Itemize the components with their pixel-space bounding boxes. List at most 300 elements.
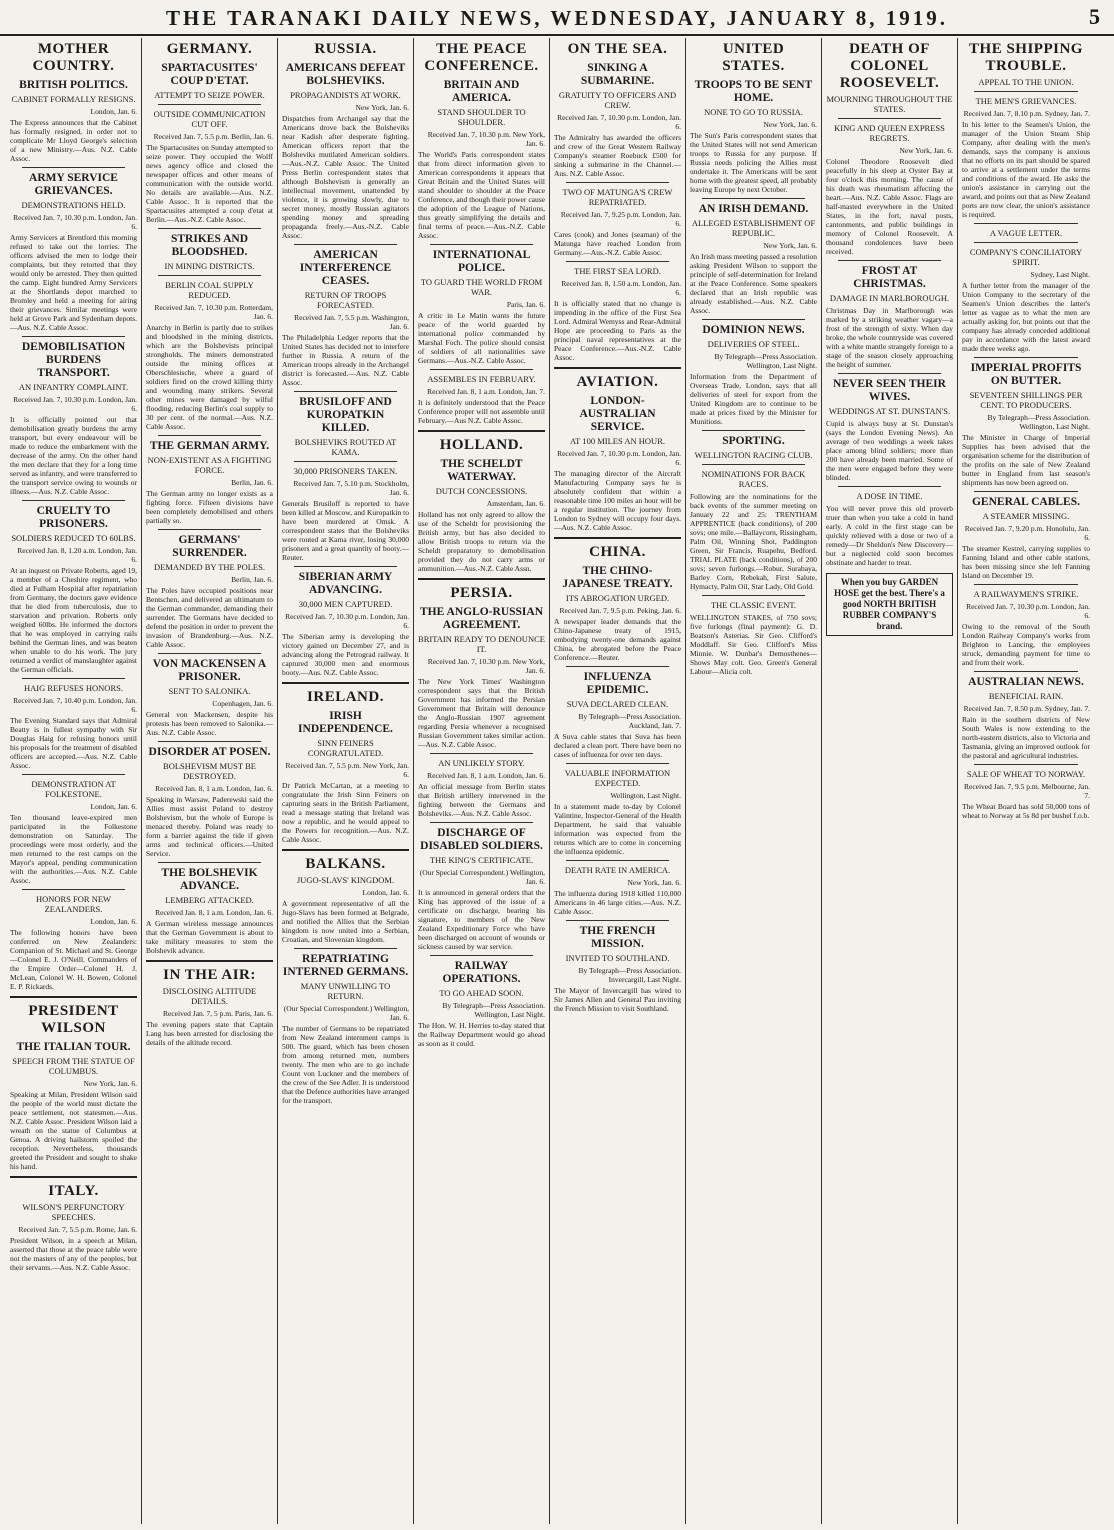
article-body: It is announced in general orders that the King has approved of the issue of a certificate on discharge, bearing his signature, to members of the New Zealand Expeditionary Force who have been discharged on account of wounds or sickness caused by war service.	[418, 888, 545, 951]
article-subheading: AUSTRALIAN NEWS.	[968, 676, 1084, 688]
article	[10, 889, 137, 991]
article-body: The following honors have been conferred on New Zealanders: Companion of St. Michael and St. George—Colonel E. J. O'Neill. Commanders of the Empire Order—Colonel H. J. McLean, Colonel W. H. Bowen, Colonel E. P. Rickards.	[10, 928, 137, 991]
article-dateline: By Telegraph—Press Association. Auckland, Jan. 7.	[578, 712, 681, 730]
article-divider	[22, 889, 125, 890]
article-dateline: New York, Jan. 6.	[763, 241, 817, 250]
article-dateline: New York, Jan. 6.	[355, 103, 409, 112]
article-heading: GERMANY.	[166, 41, 253, 57]
article-dateline: Received Jan. 8, 1.50 a.m. London, Jan. 6.	[561, 279, 681, 297]
article-deck: 30,000 PRISONERS TAKEN.	[293, 466, 398, 476]
article-subheading: THE BOLSHEVIK ADVANCE.	[161, 867, 258, 892]
article	[962, 223, 1090, 238]
article-dateline: Received Jan. 7, 10.30 p.m. Rotterdam, Jan. 6.	[154, 303, 273, 321]
article-deck: HONORS FOR NEW ZEALANDERS.	[35, 894, 112, 914]
article-subheading: SPARTACUSITES' COUP D'ETAT.	[161, 62, 258, 87]
article-divider	[294, 391, 397, 392]
article	[554, 537, 681, 662]
article-body: The New York Times' Washington correspondent says that the British Government has informed the Persian Government that Britain will denounce the Anglo-Russian 1907 agreement regarding Persia whenever a recognised Russian Government takes similar action.—Aus. N.Z. Cable Assoc.	[418, 677, 545, 749]
article-heading: CHINA.	[589, 544, 646, 560]
article-body: A German wireless message announces that the German Government is about to take military measures to stem the Bolshevik advance.	[146, 919, 273, 955]
article-dateline: Received Jan. 7, 9.20 p.m. Honolulu, Jan. 6.	[964, 524, 1090, 542]
article-body: In his letter to the Seamen's Union, the manager of the Union Steam Ship Company, after dealing with the men's demands, says the company is anxious that no efforts on its part should be spared to arrive at a settlement under the terms and conditions of the award. He asks the union's assistance in carrying out the award, and points out that as New Zealand ports are now clear, the union's assistance is required.	[962, 120, 1090, 219]
article-deck: NONE TO GO TO RUSSIA.	[704, 107, 803, 117]
article-divider	[158, 653, 261, 654]
article-deck: TO GO AHEAD SOON.	[439, 988, 524, 998]
article-body: The German army no longer exists as a fighting force. Fifteen divisions have been completely demobilised and others partially so.	[146, 489, 273, 525]
article-dateline: Received Jan. 7, 5.5 p.m. Rome, Jan. 6.	[18, 1225, 137, 1234]
article-divider	[566, 666, 669, 667]
page-number: 5	[1089, 4, 1100, 29]
article-deck: TO GUARD THE WORLD FROM WAR.	[420, 277, 543, 297]
article-body: The Mayor of Invercargill has wired to Sir James Allen and General Pau inviting the French Mission to visit Southland.	[554, 986, 681, 1013]
article-subheading: CRUELTY TO PRISONERS.	[36, 505, 111, 530]
article	[690, 464, 817, 591]
article-deck: BOLSHEVIKS ROUTED AT KAMA.	[294, 437, 397, 457]
article	[826, 373, 953, 482]
article-dateline: London, Jan. 6.	[90, 802, 137, 811]
article-body: The evening papers state that Captain Lang has been arrested for disclosing the details of the altitude record.	[146, 1020, 273, 1047]
article	[146, 275, 273, 431]
article-heading: ON THE SEA.	[567, 41, 668, 57]
article-dateline: By Telegraph—Press Association. Wellington, Last Night.	[714, 352, 817, 370]
article	[418, 753, 545, 818]
article-dateline: By Telegraph—Press Association. Wellington, Last Night.	[987, 413, 1090, 431]
article-deck: PROPAGANDISTS AT WORK.	[290, 90, 401, 100]
article-dateline: Received Jan. 8, 1 a.m. London, Jan. 6.	[155, 784, 273, 793]
article-divider	[838, 486, 941, 487]
article	[826, 118, 953, 256]
article-divider	[158, 104, 261, 105]
article-deck: MOURNING THROUGHOUT THE STATES.	[826, 94, 953, 114]
article-subheading: AN IRISH DEMAND.	[698, 203, 809, 215]
article-heading: IN THE AIR:	[163, 967, 256, 983]
article-body: Speaking in Warsaw, Paderewski said the Allies must assist Poland to destroy Bolshevism, but the whole of Europe is menaced thereby. Poland was ready to form a barrier against the tide if given arms and technical officers.—United Service.	[146, 795, 273, 858]
article-subheading: AMERICAN INTERFERENCE CEASES.	[299, 249, 392, 287]
article-dateline: Received Jan. 8, 1 a.m. London, Jan. 7.	[427, 387, 545, 396]
article	[690, 41, 817, 194]
article-body: The Minister in Charge of Imperial Supplies has been advised that the organisation scheme for the distribution of the profits on the sale of New Zealand butter in England from last season's shipments has now been agreed on.	[962, 433, 1090, 487]
article-divider	[566, 261, 669, 262]
article-subheading: LONDON-AUSTRALIAN SERVICE.	[579, 395, 656, 433]
article	[554, 261, 681, 362]
article-deck: AN INFANTRY COMPLAINT.	[18, 382, 129, 392]
article-body: The Hon. W. H. Herries to-day stated that the Railway Department would go ahead as soon as it could.	[418, 1021, 545, 1048]
article-divider	[430, 244, 533, 245]
article-subheading: BRITAIN AND AMERICA.	[443, 79, 520, 104]
article	[146, 529, 273, 649]
article-deck: GRATUITY TO OFFICERS AND CREW.	[558, 90, 677, 110]
article	[962, 764, 1090, 820]
article-dateline: Sydney, Last Night.	[1030, 270, 1090, 279]
article-deck: ATTEMPT TO SEIZE POWER.	[154, 90, 265, 100]
article-divider	[702, 198, 805, 199]
article	[282, 41, 409, 240]
article-deck: DELIVERIES OF STEEL.	[707, 339, 800, 349]
article-dateline: Received Jan. 7, 10.30 p.m. New York, Jan. 6.	[427, 130, 545, 148]
article-deck: WEDDINGS AT ST. DUNSTAN'S.	[828, 406, 951, 416]
article-deck: SINN FEINERS CONGRATULATED.	[307, 738, 384, 758]
article-deck: AN UNLIKELY STORY.	[438, 758, 525, 768]
article-dateline: Amsterdam, Jan. 6.	[486, 499, 545, 508]
article	[282, 948, 409, 1105]
article-body: The Admiralty has awarded the officers and crew of the Great Western Railway Company's steamer Roebuck £500 for sinking a submarine in the Channel.—Aus. N.Z. Cable Assoc.	[554, 133, 681, 178]
article-divider	[974, 91, 1078, 92]
article-body: In a statement made to-day by Colonel Valintine, Inspector-General of the Health Department, he said that valuable information was expected from the returns which are to come in concerning the influenza epidemic.	[554, 802, 681, 856]
article-subheading: FROST AT CHRISTMAS.	[853, 265, 926, 290]
article	[418, 822, 545, 951]
article-deck: JUGO-SLAVS' KINGDOM.	[296, 875, 395, 885]
article-divider	[430, 753, 533, 754]
article-subheading: THE GERMAN ARMY.	[149, 440, 270, 452]
article-deck: THE MEN'S GRIEVANCES.	[975, 96, 1077, 106]
article	[282, 244, 409, 387]
masthead-title: THE TARANAKI DAILY NEWS, WEDNESDAY, JANUARY 8, 1919.	[165, 6, 949, 30]
article-divider	[838, 373, 941, 374]
article-divider	[974, 764, 1078, 765]
article-body: The Spartacusites on Sunday attempted to seize power. They occupied the Wolff news agency office and closed the newspaper offices and other means of communication with the outside world. No details are available.—Aus. N.Z. Cable Assoc. It is reported that the Spartacusites attempted a coup d'etat at Berlin.—Aus.-N.Z. Cable Assoc.	[146, 143, 273, 224]
article-body: A newspaper leader demands that the Chino-Japanese treaty of 1915, embodying twenty-one demands against China, be abrogated before the Peace Conference.—Reuter.	[554, 617, 681, 662]
article-dateline: By Telegraph—Press Association. Invercargill, Last Night.	[578, 966, 681, 984]
article-body: An official message from Berlin states that British artillery intervened in the fighting between the Germans and Bolsheviks.—Aus. N.Z. Cable Assoc.	[418, 782, 545, 818]
article-heading: THE SHIPPING TROUBLE.	[969, 41, 1083, 74]
article-body: Dr Patrick McCartan, at a meeting to congratulate the Irish Sinn Feiners on capturing seats in the British Parliament, read a message stating that Ireland was now a republic, and he would appeal to the Powers for recognition.—Aus. N.Z. Cable Assoc.	[282, 781, 409, 844]
article-deck: APPEAL TO THE UNION.	[978, 77, 1074, 87]
article-dateline: Received Jan. 7, 5.5 p.m. Washington, Jan. 6.	[294, 313, 409, 331]
masthead	[0, 0, 1114, 36]
article-body: Ten thousand leave-expired men participated in the Folkestone demonstration on Saturday. The proceedings were most orderly, and the men returned to the rest camps on the Mayor's appeal, pending communication with the authorities.—Aus. N.Z. Cable Assoc.	[10, 813, 137, 885]
article-divider	[294, 948, 397, 949]
article-divider	[294, 566, 397, 567]
article-divider	[566, 920, 669, 921]
article-deck: NOMINATIONS FOR BACK RACES.	[701, 469, 806, 489]
article-divider	[838, 118, 941, 119]
article	[10, 500, 137, 674]
article-divider	[294, 461, 397, 462]
article-divider	[158, 435, 261, 436]
article	[146, 741, 273, 858]
article	[146, 862, 273, 955]
article-deck: A STEAMER MISSING.	[982, 511, 1070, 521]
article-body: It is officially stated that no change is impending in the office of the First Sea Lord. Admiral Wemyss and Rear-Admiral Hope are proceeding to Paris as the principal naval representatives at the Peace Conference.—Aus.-N.Z. Cable Assoc.	[554, 299, 681, 362]
article-subheading: BRITISH POLITICS.	[19, 79, 128, 91]
article-heading: RUSSIA.	[314, 41, 377, 57]
article-divider	[838, 260, 941, 261]
article	[962, 91, 1090, 219]
article-deck: ITS ABROGATION URGED.	[565, 593, 670, 603]
column-1	[6, 38, 142, 1524]
article	[10, 167, 137, 332]
article-dateline: Received Jan. 7, 10.30 p.m. London, Jan. 6.	[966, 602, 1090, 620]
article-dateline: Received Jan. 8, 1.20 a.m. London, Jan. 6.	[17, 546, 137, 564]
article-body: The Siberian army is developing the victory gained on December 27, and is advancing along the Petrograd railway. It captured 30,000 men and enormous booty.—Aus. N.Z. Cable Assoc.	[282, 632, 409, 677]
article-subheading: DEMOBILISATION BURDENS TRANSPORT.	[21, 341, 126, 379]
article-body: The World's Paris correspondent states that from direct information given to American correspondents it appears that Great Britain and the United States will stand shoulder to shoulder at the Peace Conference, and though their power cause the adoption of the League of Nations, thus greatly simplifying the details and final terms of peace.—Aus.-N.Z. Cable Assoc.	[418, 150, 545, 240]
article-dateline: Berlin, Jan. 6.	[231, 478, 273, 487]
article-divider	[974, 357, 1078, 358]
article	[554, 860, 681, 916]
article-body: A government representative of all the Jugo-Slavs has been formed at Belgrade, and notified the Allies that the Serbian kingdom is now united into a Serbian, Croatian, and Slovenian kingdom.	[282, 899, 409, 944]
article-deck: BOLSHEVISM MUST BE DESTROYED.	[163, 761, 256, 781]
article-heading: DEATH OF COLONEL ROOSEVELT.	[839, 41, 940, 91]
advertisement: When you buy GARDEN HOSE get the best. There's a good NORTH BRITISH RUBBER COMPANY'S brand.	[826, 573, 953, 636]
article-deck: HAIG REFUSES HONORS.	[24, 683, 123, 693]
article-deck: KING AND QUEEN EXPRESS REGRETS.	[834, 123, 945, 143]
article-body: The Philadelphia Ledger reports that the United States has decided not to interfere further in Russia. A return of the American troops already in the Archangel district is forecasted.—Aus. N.Z. Cable Assoc.	[282, 333, 409, 387]
article-body: Anarchy in Berlin is partly due to strikes and bloodshed in the mining districts, which are the Bolshevists principal strongholds. The miners demonstrated outside the mining offices at Oberschlesische, where a guard of soldiers fired on the crowd killing thirty and wounding many strikers. Several other mines were damaged by wilful flooding, reducing Berlin's coal supply to 30 per cent. of the normal.—Aus. N.Z. Cable Assoc.	[146, 323, 273, 431]
article-deck: DEATH RATE IN AMERICA.	[564, 865, 671, 875]
article-deck: ASSEMBLES IN FEBRUARY.	[427, 374, 536, 384]
article-dateline: Paris, Jan. 6.	[506, 300, 545, 309]
article-body: The Wheat Board has sold 50,000 tons of wheat to Norway at 5s 8d per bushel f.o.b.	[962, 802, 1090, 820]
article-dateline: Received Jan. 7, 10.40 p.m. London, Jan. 6.	[13, 696, 137, 714]
article-dateline: Copenhagen, Jan. 6.	[212, 699, 273, 708]
article	[690, 198, 817, 315]
article-dateline: Received Jan. 7, 8.10 p.m. Sydney, Jan. 7.	[963, 109, 1090, 118]
article-divider	[158, 529, 261, 530]
article-subheading: THE ANGLO-RUSSIAN AGREEMENT.	[419, 606, 543, 631]
article-body: General von Mackensen, despite his protests has been removed to Salonika.—Aus. N.Z. Cable Assoc.	[146, 710, 273, 737]
article-deck: A DOSE IN TIME.	[856, 491, 923, 501]
article-dateline: New York, Jan. 6.	[763, 120, 817, 129]
article	[418, 578, 545, 749]
column-2	[142, 38, 278, 1524]
article-body: Speaking at Milan, President Wilson said the people of the world must dictate the peace settlement, not statesmen.—Aus. N.Z. Cable Assoc. President Wilson laid a wreath on the statue of Columbus at Genoa. A driving hailstorm spoiled the reception. Nevertheless, thousands greeted the President and sought to shake his hand.	[10, 1090, 137, 1171]
article-heading: PERSIA.	[450, 585, 513, 601]
article-dateline: London, Jan. 6.	[362, 888, 409, 897]
article	[690, 319, 817, 426]
article-deck: SEVENTEEN SHILLINGS PER CENT. TO PRODUCERS.	[969, 390, 1083, 410]
article	[554, 763, 681, 856]
article-deck: SALE OF WHEAT TO NORWAY.	[966, 769, 1086, 779]
article-deck: DEMANDED BY THE POLES.	[154, 562, 265, 572]
article-subheading: THE FRENCH MISSION.	[579, 925, 656, 950]
article-dateline: Received Jan. 7, 10.30 p.m. London, Jan. 6.	[285, 612, 409, 630]
article-dateline: (Our Special Correspondent.) Wellington, Jan. 6.	[419, 868, 545, 886]
article	[146, 104, 273, 224]
article-divider	[430, 955, 533, 956]
article-divider	[22, 336, 125, 337]
article-body: WELLINGTON STAKES, of 750 sovs; five furlongs (final payment): G. D. Beatson's Asterias. Sir Geo. Clifford's Moddlaff. Sir Geo. Clifford's Miss Minnie. W. Dunbar's Demosthenes—Shows May colt. Geo. Green's General Labour—Alicia colt.	[690, 613, 817, 676]
article-body: Cares (cook) and Jones (seaman) of the Matunga have reached London from Germany.—Aus.-N.Z. Cable Assoc.	[554, 230, 681, 257]
article-subheading: VON MACKENSEN A PRISONER.	[152, 658, 267, 683]
article-divider	[430, 822, 533, 823]
article	[962, 671, 1090, 760]
article-body: Owing to the removal of the South London Railway Company's works from Brighton to Lancing, the employees struck, demanding payment for time to and from their work.	[962, 622, 1090, 667]
article-subheading: INFLUENZA EPIDEMIC.	[583, 671, 652, 696]
article-divider	[22, 500, 125, 501]
article	[962, 357, 1090, 487]
article-deck: DEMONSTRATION AT FOLKESTONE.	[31, 779, 116, 799]
section-divider	[10, 1176, 137, 1178]
article	[554, 920, 681, 1013]
article	[418, 244, 545, 365]
article-divider	[566, 182, 669, 183]
article-body: An Irish mass meeting passed a resolution asking President Wilson to support the principle of self-determination for Ireland at the Peace Conference. Some speakers declared that an Irish republic was already established.—Aus. N.Z. Cable Assoc.	[690, 252, 817, 315]
article-dateline: Received Jan. 7, 9.5 p.m. Melbourne, Jan. 7.	[963, 782, 1090, 800]
article-subheading: STRIKES AND BLOODSHED.	[170, 233, 248, 258]
article-divider	[22, 167, 125, 168]
article-deck: OUTSIDE COMMUNICATION CUT OFF.	[153, 109, 266, 129]
article-heading: THE PEACE CONFERENCE.	[424, 41, 539, 74]
article-subheading: IMPERIAL PROFITS ON BUTTER.	[970, 362, 1082, 387]
article-subheading: RAILWAY OPERATIONS.	[442, 960, 521, 985]
article-body: The managing director of the Aircraft Manufacturing Company says he is absolutely confident that within a reasonable time 100 miles an hour will be a regular institution. The journey from London to Sydney will occupy four days.—Aus. N.Z. Cable Assoc.	[554, 469, 681, 532]
article-divider	[158, 275, 261, 276]
article	[10, 774, 137, 885]
article-dateline: Received Jan. 8, 1 a.m. London, Jan. 6.	[155, 908, 273, 917]
article-divider	[158, 741, 261, 742]
article-divider	[158, 862, 261, 863]
article-divider	[566, 763, 669, 764]
article-deck: SENT TO SALONIKA.	[168, 686, 251, 696]
section-divider	[146, 960, 273, 962]
article	[554, 182, 681, 257]
article-deck: SUVA DECLARED CLEAN.	[566, 699, 669, 709]
column-4	[414, 38, 550, 1524]
article	[962, 584, 1090, 667]
column-8	[958, 38, 1094, 1524]
article-subheading: INTERNATIONAL POLICE.	[432, 249, 531, 274]
article-dateline: New York, Jan. 6.	[627, 878, 681, 887]
article-deck: COMPANY'S CONCILIATORY SPIRIT.	[969, 247, 1083, 267]
article-body: A further letter from the manager of the Union Company to the secretary of the Seamen's Union describes the latter's letter as vague as to what the men are actually asking for, but points out that the company has already conceded additional pay in accordance with the latest award made three weeks ago.	[962, 281, 1090, 353]
article	[554, 367, 681, 532]
section-divider	[10, 996, 137, 998]
section-divider	[554, 537, 681, 539]
article-subheading: THE CHINO-JAPANESE TREATY.	[562, 565, 673, 590]
article-body: Generals Brusiloff is reported to have been killed at Moscow, and Kuropatkin to have been murdered at Omsk. A correspondent states that the Bolsheviks were routed at Kama river, losing 30,000 prisoners and a great quantity of booty.—Reuter.	[282, 499, 409, 562]
article-heading: IRELAND.	[307, 689, 384, 705]
article-subheading: BRUSILOFF AND KUROPATKIN KILLED.	[299, 396, 392, 434]
article-deck: SOLDIERS REDUCED TO 60LBS.	[11, 533, 136, 543]
article-dateline: Received Jan. 7, 10.30 p.m. London, Jan. 6.	[13, 213, 137, 231]
article	[146, 960, 273, 1047]
article-subheading: SPORTING.	[722, 435, 785, 447]
article-body: Information from the Department of Overseas Trade, London, says that all deliveries of steel for export from the United Kingdom are to continue to be made at prices fixed by the Minister for Munitions.	[690, 372, 817, 426]
article-deck: THE KING'S CERTIFICATE.	[429, 855, 534, 865]
article-dateline: Received Jan. 7, 10.30 p.m. London, Jan. 6.	[13, 395, 137, 413]
article-divider	[974, 242, 1078, 243]
article-body: A Suva cable states that Suva has been declared a clean port. There have been no cases of influenza for over ten days.	[554, 732, 681, 759]
article-divider	[974, 584, 1078, 585]
article	[282, 391, 409, 457]
article-heading: HOLLAND.	[439, 437, 524, 453]
article-divider	[702, 464, 805, 465]
article-body: The Sun's Paris correspondent states that the United States will not send American troops to Russia for any purpose. If Russia needs policing the Allies must undertake it. The Americans will be sent home with the greatest speed, all probably leaving Europe by next October.	[690, 131, 817, 194]
article-divider	[974, 223, 1078, 224]
article-body: It is definitely understood that the Peace Conference proper will not assemble until February.—Aus N.Z. Cable Assoc.	[418, 398, 545, 425]
article-body: Christmas Day in Marlborough was marked by a striking weather vagary—a frost of the strength of sixty. When day broke, the whole countryside was covered with a white mantle strangely foreign to a stage of the season closely approaching the height of summer.	[826, 306, 953, 369]
article-dateline: Received Jan. 7, 5 p.m. Paris, Jan. 6.	[163, 1009, 273, 1018]
article-subheading: GERMANS' SURRENDER.	[172, 534, 247, 559]
article	[962, 41, 1090, 87]
article	[146, 41, 273, 100]
article-deck: WELLINGTON RACING CLUB.	[694, 450, 813, 460]
article-deck: DAMAGE IN MARLBOROUGH.	[829, 293, 950, 303]
article	[282, 461, 409, 562]
article-deck: AT 100 MILES AN HOUR.	[569, 436, 665, 446]
article-divider	[702, 319, 805, 320]
column-7	[822, 38, 958, 1524]
article-subheading: ARMY SERVICE GRIEVANCES.	[29, 172, 118, 197]
article-deck: INVITED TO SOUTHLAND.	[565, 953, 670, 963]
column-6	[686, 38, 822, 1524]
article-deck: LEMBERG ATTACKED.	[165, 895, 254, 905]
article-deck: WILSON'S PERFUNCTORY SPEECHES.	[22, 1202, 125, 1222]
article-subheading: IRISH INDEPENDENCE.	[298, 710, 393, 735]
article-dateline: London, Jan. 6.	[90, 107, 137, 116]
article-divider	[974, 671, 1078, 672]
article	[826, 486, 953, 567]
article-deck: BENEFICIAL RAIN.	[988, 691, 1064, 701]
article-heading: AVIATION.	[576, 374, 659, 390]
article-deck: SPEECH FROM THE STATUE OF COLUMBUS.	[12, 1056, 135, 1076]
article	[10, 336, 137, 496]
column-5	[550, 38, 686, 1524]
article	[146, 435, 273, 525]
article-divider	[22, 678, 125, 679]
article-divider	[22, 774, 125, 775]
article-body: The Evening Standard says that Admiral Beatty is in fullest sympathy with Sir Douglas Haig for refusing honors until his proposals for the treatment of disabled officers are accepted.—Aus. N.Z. Cable Assoc.	[10, 716, 137, 770]
article-deck: TWO OF MATUNGA'S CREW REPATRIATED.	[562, 187, 673, 207]
article-deck: VALUABLE INFORMATION EXPECTED.	[564, 768, 671, 788]
article-heading: BALKANS.	[305, 856, 386, 872]
article-deck: BERLIN COAL SUPPLY REDUCED.	[165, 280, 254, 300]
article-deck: BRITAIN READY TO DENOUNCE IT.	[418, 634, 545, 654]
article-subheading: DISORDER AT POSEN.	[148, 746, 271, 758]
article-dateline: Received Jan. 7, 9.5 p.m. Peking, Jan. 6.	[559, 606, 681, 615]
article-dateline: Received Jan. 7, 9.25 p.m. London, Jan. 6.	[560, 210, 681, 228]
article-deck: A RAILWAYMEN'S STRIKE.	[973, 589, 1079, 599]
article	[146, 653, 273, 737]
article-body: The steamer Kestrel, carrying supplies to Fanning Island and other cable stations, has been missing since she left Fanning Island on December 19.	[962, 544, 1090, 580]
article-divider	[974, 491, 1078, 492]
article-body: Cupid is always busy at St. Dunstan's (says the London Evening News). An average of two weddings a week takes place among blind soldiers; more than 200 have already been married. Some of the men were engaged before they were blinded.	[826, 419, 953, 482]
article-body: The number of Germans to be repatriated from New Zealand internment camps is 500. The guard, which has been chosen from among returned men, numbers twenty. The men who are to go include Count von Luckner and the members of the crew of the See Adler. It is understood that the Defence authorities have arranged for the transport.	[282, 1024, 409, 1105]
article-deck: THE CLASSIC EVENT.	[710, 600, 797, 610]
article-subheading: TROOPS TO BE SENT HOME.	[694, 79, 813, 104]
article-subheading: GENERAL CABLES.	[971, 496, 1080, 508]
article-dateline: Berlin, Jan. 6.	[231, 575, 273, 584]
article-subheading: SINKING A SUBMARINE.	[580, 62, 655, 87]
article-body: A critic in Le Matin wants the future peace of the world guarded by international police commanded by Marshal Foch. The police should consist of soldiers of all nationalities save Germans.—Aus.-N.Z. Cable Assoc.	[418, 311, 545, 365]
article-deck: NON-EXISTENT AS A FIGHTING FORCE.	[147, 455, 272, 475]
article-divider	[702, 595, 805, 596]
article-heading: MOTHER COUNTRY.	[32, 41, 115, 74]
article	[826, 260, 953, 369]
section-divider	[282, 682, 409, 684]
article-dateline: New York, Jan. 6.	[83, 1079, 137, 1088]
article-body: At an inquest on Private Roberts, aged 19, a member of a Cheshire regiment, who died at Fulham Hospital after repatriation from Germany, the doctors gave evidence that he died from tuberculosis, due to starvation and privation. Roberts only weighed 60lbs. He informed the doctors that he was employed in carrying rails behind the German lines, and was beaten when unable to do his work. The jury returned a verdict of manslaughter against the German officials.	[10, 566, 137, 674]
article-deck: ALLEGED ESTABLISHMENT OF REPUBLIC.	[691, 218, 816, 238]
article	[554, 666, 681, 759]
article	[554, 41, 681, 178]
article-body: Rain in the southern districts of New South Wales is now extending to the north-eastern districts, also to Victoria and Tasmania, giving an improved outlook for the pastoral and agricultural industries.	[962, 715, 1090, 760]
article-dateline: Received Jan. 8, 1 a.m. London, Jan. 6.	[427, 771, 545, 780]
article-body: The Poles have occupied positions near Bentschen, and delivered an ultimatum to the German commander, demanding their surrender. The Germans have decided to defend the position in order to prevent the invasion of Brandenburg.—Aus. N.Z. Cable Assoc.	[146, 586, 273, 649]
article	[690, 430, 817, 460]
article	[826, 41, 953, 114]
article-divider	[294, 244, 397, 245]
article-body: Holland has not only agreed to allow the use of the Scheldt for provisioning the British army, but has also decided to allow British troops to return via the Scheldt preparatory to demobilisation provided they do not carry arms or ammunition.—Aus.-N.Z. Cable Assn.	[418, 510, 545, 573]
article	[282, 682, 409, 844]
article	[690, 595, 817, 676]
article	[10, 678, 137, 770]
article-dateline: Received Jan. 7, 8.50 p.m. Sydney, Jan. 7.	[963, 704, 1090, 713]
article-body: The influenza during 1918 killed 110,000 Americans in 46 large cities.—Aus. N.Z. Cable Assoc.	[554, 889, 681, 916]
article	[418, 430, 545, 573]
article-deck: DEMONSTRATIONS HELD.	[21, 200, 126, 210]
